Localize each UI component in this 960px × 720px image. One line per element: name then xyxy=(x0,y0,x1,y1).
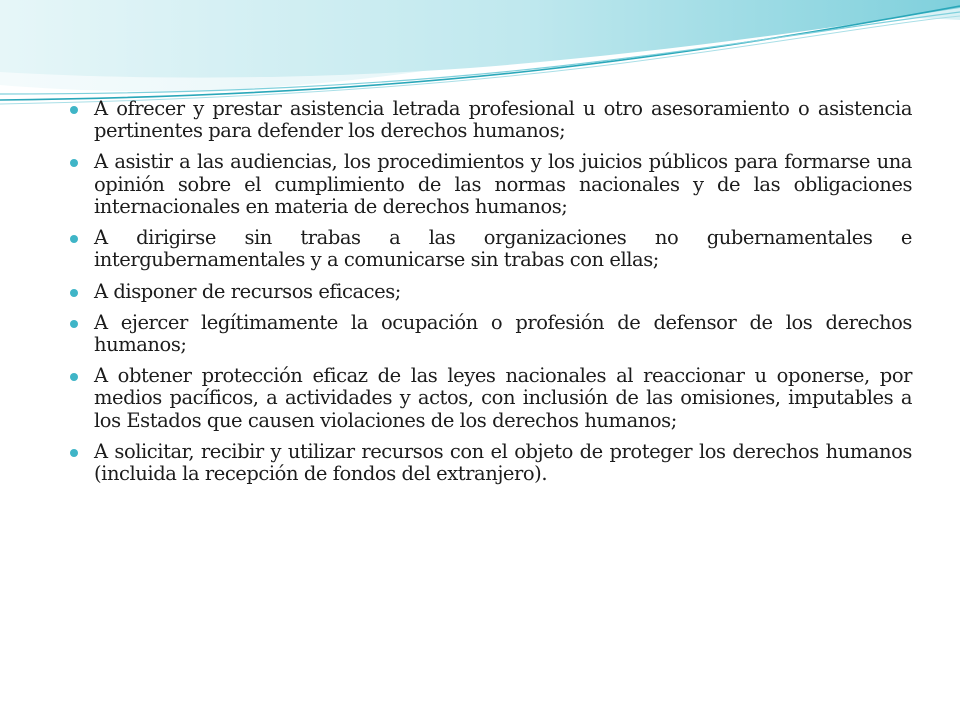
bullet-item xyxy=(68,441,912,485)
wave-front xyxy=(0,0,960,78)
bullet-text: A solicitar, recibir y utilizar recursos con el objeto de proteger los derechos humanos (incluida la recepción de fondos del extranjero). xyxy=(94,439,912,486)
bullet-list xyxy=(68,98,912,485)
bullet-dot-icon xyxy=(70,159,78,167)
bullet-dot-icon xyxy=(70,235,78,243)
bullet-list-container xyxy=(68,98,912,494)
bullet-text: A ofrecer y prestar asistencia letrada profesional u otro asesoramiento o asistencia pertinentes para defender los derechos humanos; xyxy=(94,97,912,143)
bullet-text: A asistir a las audiencias, los procedimientos y los juicios públicos para formarse una opinión sobre el cumplimiento de las normas nacionales y de las obligaciones internacionales en materia de derechos humanos; xyxy=(94,150,912,218)
bullet-dot-icon xyxy=(70,449,78,457)
bullet-text: A obtener protección eficaz de las leyes nacionales al reaccionar u oponerse, por medios pacíficos, a actividades y actos, con inclusión de las omisiones, imputables a los Estados que causen violaciones de los derechos humanos; xyxy=(94,364,912,432)
bullet-item xyxy=(68,365,912,432)
bullet-text: A ejercer legítimamente la ocupación o profesión de defensor de los derechos humanos; xyxy=(94,310,912,356)
bullet-dot-icon xyxy=(70,106,78,114)
bullet-text: A dirigirse sin trabas a las organizaciones no gubernamentales e intergubernamentales y a comunicarse sin trabas con ellas; xyxy=(94,226,912,272)
bullet-item xyxy=(68,98,912,142)
bullet-item xyxy=(68,151,912,218)
bullet-item xyxy=(68,312,912,356)
bullet-item xyxy=(68,227,912,271)
bullet-dot-icon xyxy=(70,289,78,297)
bullet-item xyxy=(68,281,912,303)
bullet-dot-icon xyxy=(70,320,78,328)
bullet-dot-icon xyxy=(70,373,78,381)
bullet-text: A disponer de recursos eficaces; xyxy=(94,279,401,303)
